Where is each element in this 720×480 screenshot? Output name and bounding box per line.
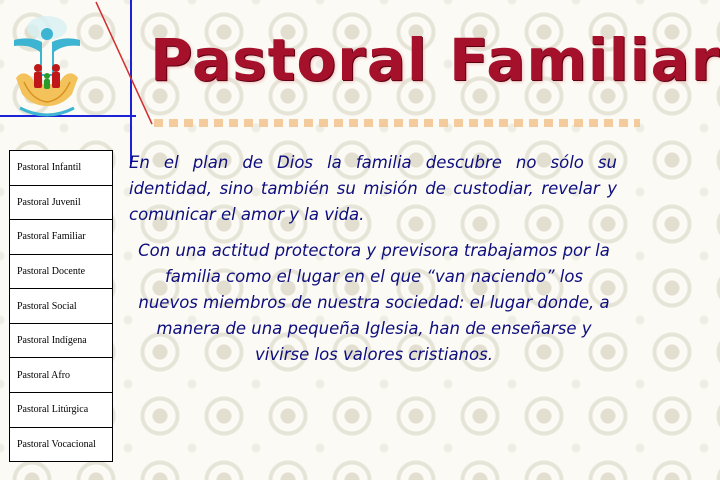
nav-item-pastoral-infantil[interactable]: Pastoral Infantil — [10, 151, 112, 186]
family-logo-icon — [12, 14, 82, 118]
nav-item-pastoral-liturgica[interactable]: Pastoral Litúrgica — [10, 393, 112, 428]
mission-paragraph: Con una actitud protectora y previsora trabajamos por la familia como el lugar en el que “van naciendo” los nuevos miembros de nuestra sociedad: el lugar donde, a manera de una pequeña Iglesia, han de enseñarse y vivirse los valores cristianos. — [138, 241, 610, 364]
sidebar-nav — [9, 150, 113, 462]
nav-item-pastoral-juvenil[interactable]: Pastoral Juvenil — [10, 186, 112, 221]
nav-item-pastoral-indigena[interactable]: Pastoral Indígena — [10, 324, 112, 359]
nav-item-pastoral-docente[interactable]: Pastoral Docente — [10, 255, 112, 290]
intro-paragraph: En el plan de Dios la familia descubre no sólo su identidad, sino también su misión de custodiar, revelar y comunicar el amor y la vida. — [129, 153, 617, 224]
decorative-dashed-divider — [154, 119, 640, 127]
nav-item-pastoral-familiar[interactable]: Pastoral Familiar — [10, 220, 112, 255]
page-title: Pastoral Familiar — [150, 26, 720, 94]
nav-item-pastoral-afro[interactable]: Pastoral Afro — [10, 358, 112, 393]
nav-item-pastoral-social[interactable]: Pastoral Social — [10, 289, 112, 324]
nav-item-pastoral-vocacional[interactable]: Pastoral Vocacional — [17, 438, 96, 450]
